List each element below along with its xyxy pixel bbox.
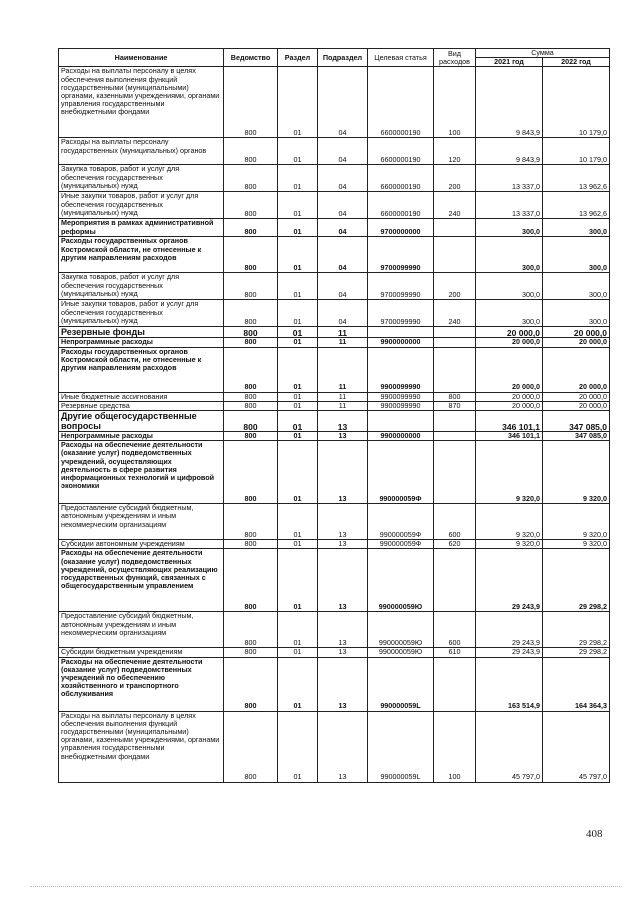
- cell-cs: 6600000190: [368, 67, 434, 138]
- cell-s22: 20 000,0: [543, 401, 610, 410]
- cell-rz: 01: [278, 165, 318, 192]
- cell-pr: 13: [318, 549, 368, 612]
- cell-rz: 01: [278, 612, 318, 648]
- cell-name: Расходы на выплаты персоналу в целях обеспечения выполнения функций государственными (муниципальными) органами, казенными учреждениями, органами управления государственными внебюджетными фондами: [59, 711, 224, 782]
- cell-cs: 9900099990: [368, 401, 434, 410]
- table-row: [59, 219, 610, 237]
- cell-s21: 9 320,0: [476, 540, 543, 549]
- cell-pr: 13: [318, 504, 368, 540]
- cell-pr: 04: [318, 237, 368, 273]
- cell-vr: 200: [434, 165, 476, 192]
- cell-ved: 800: [224, 67, 278, 138]
- cell-vr: [434, 441, 476, 504]
- cell-cs: 990000059Ю: [368, 648, 434, 657]
- cell-name: Непрограммные расходы: [59, 338, 224, 347]
- cell-cs: 9700099990: [368, 300, 434, 327]
- cell-vr: [434, 411, 476, 432]
- cell-cs: [368, 327, 434, 338]
- cell-cs: 990000059Ю: [368, 549, 434, 612]
- cell-vr: [434, 347, 476, 392]
- cell-cs: 990000059Ф: [368, 441, 434, 504]
- budget-table-page: [58, 48, 609, 783]
- cell-s22: 347 085,0: [543, 411, 610, 432]
- cell-pr: 13: [318, 612, 368, 648]
- cell-s21: 20 000,0: [476, 392, 543, 401]
- cell-cs: 990000059Ф: [368, 540, 434, 549]
- cell-cs: 990000059Ф: [368, 504, 434, 540]
- cell-ved: 800: [224, 338, 278, 347]
- scan-edge-divider: [30, 886, 620, 888]
- table-row: [59, 392, 610, 401]
- cell-rz: 01: [278, 67, 318, 138]
- cell-rz: 01: [278, 192, 318, 219]
- cell-pr: 11: [318, 392, 368, 401]
- cell-name: Предоставление субсидий бюджетным, автономным учреждениям и иным некоммерческим организациям: [59, 504, 224, 540]
- table-row: [59, 273, 610, 300]
- cell-vr: 870: [434, 401, 476, 410]
- cell-s21: 300,0: [476, 300, 543, 327]
- header-sum: Сумма: [476, 49, 610, 58]
- cell-s22: 20 000,0: [543, 338, 610, 347]
- cell-vr: 610: [434, 648, 476, 657]
- header-vid: Вид расходов: [434, 49, 476, 67]
- table-row: [59, 612, 610, 648]
- cell-pr: 13: [318, 432, 368, 441]
- cell-name: Резервные средства: [59, 401, 224, 410]
- cell-s22: 300,0: [543, 237, 610, 273]
- cell-pr: 11: [318, 327, 368, 338]
- cell-s22: 29 298,2: [543, 549, 610, 612]
- cell-ved: 800: [224, 401, 278, 410]
- cell-s21: 20 000,0: [476, 327, 543, 338]
- cell-s21: 29 243,9: [476, 612, 543, 648]
- cell-s22: 29 298,2: [543, 648, 610, 657]
- cell-s21: 20 000,0: [476, 347, 543, 392]
- cell-name: Иные закупки товаров, работ и услуг для обеспечения государственных (муниципальных) нужд: [59, 300, 224, 327]
- cell-s21: 163 514,9: [476, 657, 543, 711]
- cell-ved: 800: [224, 657, 278, 711]
- cell-name: Иные бюджетные ассигнования: [59, 392, 224, 401]
- cell-rz: 01: [278, 300, 318, 327]
- cell-vr: 200: [434, 273, 476, 300]
- table-row: [59, 67, 610, 138]
- cell-rz: 01: [278, 273, 318, 300]
- cell-rz: 01: [278, 347, 318, 392]
- cell-vr: [434, 237, 476, 273]
- cell-cs: 9700000000: [368, 219, 434, 237]
- cell-vr: 100: [434, 711, 476, 782]
- cell-name: Расходы государственных органов Костромской области, не отнесенные к другим направлениям расходов: [59, 237, 224, 273]
- cell-pr: 13: [318, 540, 368, 549]
- cell-name: Расходы на выплаты персоналу в целях обеспечения выполнения функций государственными (муниципальными) органами, казенными учреждениями, органами управления государственными внебюджетными фондами: [59, 67, 224, 138]
- cell-name: Другие общегосударственные вопросы: [59, 411, 224, 432]
- cell-name: Предоставление субсидий бюджетным, автономным учреждениям и иным некоммерческим организациям: [59, 612, 224, 648]
- cell-ved: 800: [224, 273, 278, 300]
- cell-name: Закупка товаров, работ и услуг для обеспечения государственных (муниципальных) нужд: [59, 273, 224, 300]
- table-row: [59, 347, 610, 392]
- table-row: [59, 165, 610, 192]
- cell-vr: [434, 219, 476, 237]
- cell-s21: 20 000,0: [476, 401, 543, 410]
- table-row: [59, 192, 610, 219]
- cell-pr: 04: [318, 138, 368, 165]
- cell-s21: 13 337,0: [476, 165, 543, 192]
- header-2022: 2022 год: [543, 58, 610, 67]
- cell-s22: 13 962,6: [543, 165, 610, 192]
- cell-name: Субсидии автономным учреждениям: [59, 540, 224, 549]
- cell-name: Расходы государственных органов Костромской области, не отнесенные к другим направлениям расходов: [59, 347, 224, 392]
- cell-cs: [368, 411, 434, 432]
- cell-rz: 01: [278, 392, 318, 401]
- cell-vr: [434, 327, 476, 338]
- table-row: [59, 300, 610, 327]
- table-row: [59, 549, 610, 612]
- cell-pr: 13: [318, 441, 368, 504]
- cell-ved: 800: [224, 392, 278, 401]
- cell-pr: 13: [318, 711, 368, 782]
- cell-ved: 800: [224, 347, 278, 392]
- cell-rz: 01: [278, 540, 318, 549]
- cell-cs: 990000059L: [368, 657, 434, 711]
- cell-name: Расходы на обеспечение деятельности (оказание услуг) подведомственных учреждений по обеспечению хозяйственного и транспортного обслуживания: [59, 657, 224, 711]
- cell-s22: 9 320,0: [543, 540, 610, 549]
- cell-cs: 6600000190: [368, 138, 434, 165]
- cell-rz: 01: [278, 504, 318, 540]
- cell-vr: 120: [434, 138, 476, 165]
- cell-s21: 346 101,1: [476, 432, 543, 441]
- cell-rz: 01: [278, 219, 318, 237]
- header-2021: 2021 год: [476, 58, 543, 67]
- cell-ved: 800: [224, 540, 278, 549]
- cell-rz: 01: [278, 549, 318, 612]
- cell-s22: 10 179,0: [543, 138, 610, 165]
- cell-s22: 300,0: [543, 273, 610, 300]
- cell-ved: 800: [224, 612, 278, 648]
- cell-pr: 13: [318, 657, 368, 711]
- header-podrazdel: Подраздел: [318, 49, 368, 67]
- table-row: [59, 327, 610, 338]
- cell-name: Расходы на выплаты персоналу государственных (муниципальных) органов: [59, 138, 224, 165]
- cell-ved: 800: [224, 300, 278, 327]
- cell-rz: 01: [278, 237, 318, 273]
- cell-s22: 20 000,0: [543, 392, 610, 401]
- page-number: 408: [586, 828, 603, 840]
- cell-rz: 01: [278, 411, 318, 432]
- cell-vr: [434, 432, 476, 441]
- cell-pr: 13: [318, 648, 368, 657]
- table-row: [59, 138, 610, 165]
- cell-rz: 01: [278, 711, 318, 782]
- cell-vr: [434, 338, 476, 347]
- cell-vr: 800: [434, 392, 476, 401]
- table-row: [59, 401, 610, 410]
- cell-s22: 300,0: [543, 219, 610, 237]
- cell-s21: 9 320,0: [476, 504, 543, 540]
- cell-s21: 20 000,0: [476, 338, 543, 347]
- cell-s21: 9 843,9: [476, 67, 543, 138]
- cell-cs: 6600000190: [368, 165, 434, 192]
- cell-ved: 800: [224, 504, 278, 540]
- cell-rz: 01: [278, 138, 318, 165]
- cell-s21: 300,0: [476, 237, 543, 273]
- cell-ved: 800: [224, 138, 278, 165]
- cell-vr: 100: [434, 67, 476, 138]
- cell-name: Расходы на обеспечение деятельности (оказание услуг) подведомственных учреждений, осуществляющих реализацию государственных функций, связанных с общегосударственным управлением: [59, 549, 224, 612]
- cell-pr: 11: [318, 338, 368, 347]
- cell-s21: 9 320,0: [476, 441, 543, 504]
- cell-cs: 990000059Ю: [368, 612, 434, 648]
- cell-name: Мероприятия в рамках административной реформы: [59, 219, 224, 237]
- cell-s22: 10 179,0: [543, 67, 610, 138]
- cell-cs: 9900099990: [368, 347, 434, 392]
- cell-s22: 45 797,0: [543, 711, 610, 782]
- cell-ved: 800: [224, 192, 278, 219]
- cell-ved: 800: [224, 441, 278, 504]
- cell-cs: 9900000000: [368, 432, 434, 441]
- cell-rz: 01: [278, 338, 318, 347]
- cell-pr: 04: [318, 67, 368, 138]
- cell-cs: 6600000190: [368, 192, 434, 219]
- cell-pr: 04: [318, 300, 368, 327]
- cell-s21: 29 243,9: [476, 549, 543, 612]
- table-row: [59, 648, 610, 657]
- cell-ved: 800: [224, 549, 278, 612]
- cell-s22: 164 364,3: [543, 657, 610, 711]
- table-row: [59, 657, 610, 711]
- cell-vr: 600: [434, 612, 476, 648]
- cell-pr: 11: [318, 401, 368, 410]
- cell-pr: 04: [318, 192, 368, 219]
- cell-name: Резервные фонды: [59, 327, 224, 338]
- cell-vr: 240: [434, 300, 476, 327]
- cell-ved: 800: [224, 432, 278, 441]
- cell-vr: 240: [434, 192, 476, 219]
- cell-rz: 01: [278, 657, 318, 711]
- cell-s22: 9 320,0: [543, 504, 610, 540]
- cell-pr: 13: [318, 411, 368, 432]
- cell-vr: [434, 657, 476, 711]
- cell-cs: 9700099990: [368, 237, 434, 273]
- cell-name: Иные закупки товаров, работ и услуг для обеспечения государственных (муниципальных) нужд: [59, 192, 224, 219]
- cell-cs: 9900099990: [368, 392, 434, 401]
- cell-rz: 01: [278, 648, 318, 657]
- cell-name: Закупка товаров, работ и услуг для обеспечения государственных (муниципальных) нужд: [59, 165, 224, 192]
- cell-s22: 20 000,0: [543, 347, 610, 392]
- cell-pr: 11: [318, 347, 368, 392]
- header-vedomstvo: Ведомство: [224, 49, 278, 67]
- cell-ved: 800: [224, 165, 278, 192]
- cell-s21: 29 243,9: [476, 648, 543, 657]
- cell-s22: 20 000,0: [543, 327, 610, 338]
- cell-ved: 800: [224, 711, 278, 782]
- cell-s22: 347 085,0: [543, 432, 610, 441]
- header-name: Наименование: [59, 49, 224, 67]
- cell-s21: 45 797,0: [476, 711, 543, 782]
- cell-ved: 800: [224, 411, 278, 432]
- cell-name: Субсидии бюджетным учреждениям: [59, 648, 224, 657]
- cell-cs: 9700099990: [368, 273, 434, 300]
- cell-rz: 01: [278, 401, 318, 410]
- cell-name: Расходы на обеспечение деятельности (оказание услуг) подведомственных учреждений, осуществляющих деятельность в сфере развития информационных технологий и цифровой экономики: [59, 441, 224, 504]
- cell-cs: 990000059L: [368, 711, 434, 782]
- cell-s21: 9 843,9: [476, 138, 543, 165]
- cell-s22: 29 298,2: [543, 612, 610, 648]
- table-row: [59, 504, 610, 540]
- cell-pr: 04: [318, 165, 368, 192]
- cell-s21: 13 337,0: [476, 192, 543, 219]
- cell-rz: 01: [278, 432, 318, 441]
- cell-rz: 01: [278, 327, 318, 338]
- cell-vr: 600: [434, 504, 476, 540]
- cell-ved: 800: [224, 327, 278, 338]
- table-row: [59, 441, 610, 504]
- cell-s22: 13 962,6: [543, 192, 610, 219]
- cell-s22: 300,0: [543, 300, 610, 327]
- table-row: [59, 711, 610, 782]
- cell-pr: 04: [318, 219, 368, 237]
- cell-pr: 04: [318, 273, 368, 300]
- table-row: [59, 411, 610, 432]
- header-target: Целевая статья: [368, 49, 434, 67]
- header-razdel: Раздел: [278, 49, 318, 67]
- table-row: [59, 338, 610, 347]
- cell-vr: 620: [434, 540, 476, 549]
- cell-ved: 800: [224, 648, 278, 657]
- cell-ved: 800: [224, 219, 278, 237]
- cell-s21: 346 101,1: [476, 411, 543, 432]
- cell-s21: 300,0: [476, 273, 543, 300]
- cell-cs: 9900000000: [368, 338, 434, 347]
- cell-rz: 01: [278, 441, 318, 504]
- table-row: [59, 237, 610, 273]
- cell-s22: 9 320,0: [543, 441, 610, 504]
- cell-s21: 300,0: [476, 219, 543, 237]
- cell-vr: [434, 549, 476, 612]
- cell-name: Непрограммные расходы: [59, 432, 224, 441]
- cell-ved: 800: [224, 237, 278, 273]
- budget-table: [58, 48, 610, 783]
